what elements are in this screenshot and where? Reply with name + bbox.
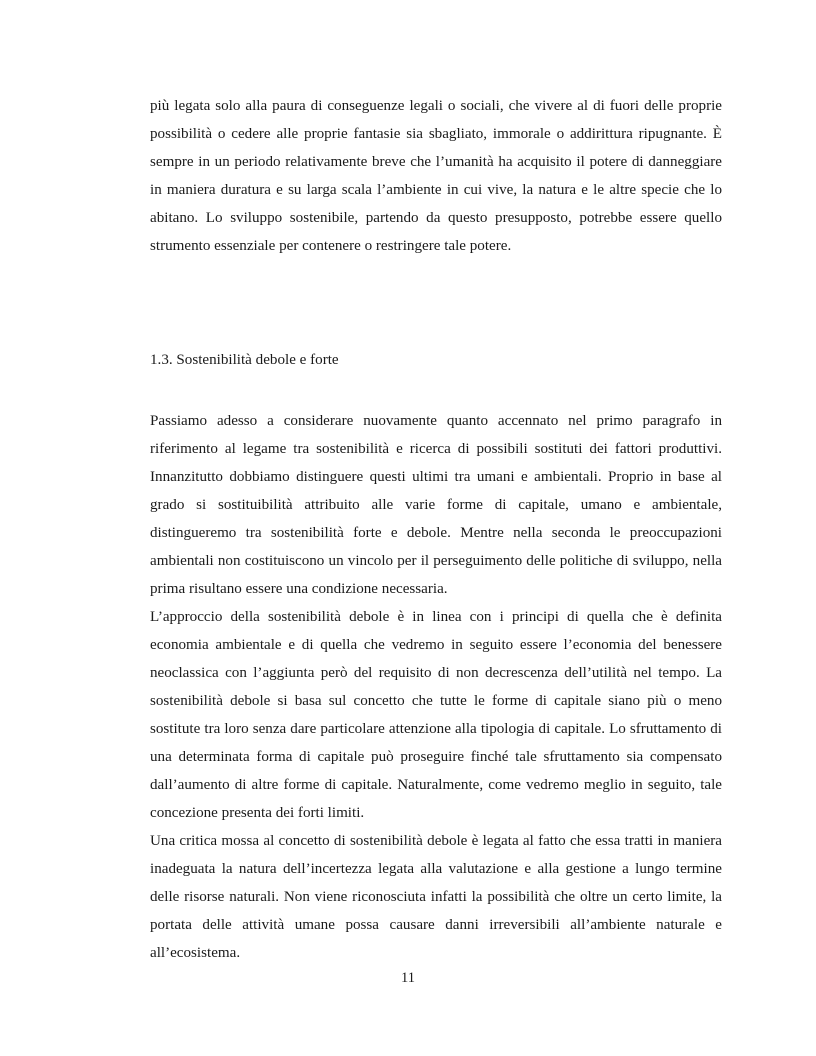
body-paragraph-continued: più legata solo alla paura di conseguenze legali o sociali, che vivere al di fuori delle proprie possibilità o cedere alle proprie fantasie sia sbagliato, immorale o addirittura ripugnante. È sempre in un periodo relativamente breve che l’umanità ha acquisito il potere di danneggiare in maniera duratura e su larga scala l’ambiente in cui vive, la natura e le altre specie che lo abitano. Lo sviluppo sostenibile, partendo da questo presupposto, potrebbe essere quello strumento essenziale per contenere o restringere tale potere. xyxy=(150,98,722,254)
section-paragraph-3: Una critica mossa al concetto di sostenibilità debole è legata al fatto che essa tratti in maniera inadeguata la natura dell’incertezza legata alla valutazione e alla gestione a lungo termine delle risorse naturali. Non viene riconosciuta infatti la possibilità che oltre un certo limite, la portata delle attività umane possa causare danni irreversibili all’ambiente naturale e all’ecosistema. xyxy=(150,833,722,961)
page-number: 11 xyxy=(401,970,415,986)
section-paragraph-2: L’approccio della sostenibilità debole è in linea con i principi di quella che è definita economia ambientale e di quella che vedremo in seguito essere l’economia del benessere neoclassica con l’aggiunta però del requisito di non decrescenza dell’utilità nel tempo. La sostenibilità debole si basa sul concetto che tutte le forme di capitale siano più o meno sostitute tra loro senza dare particolare attenzione alla tipologia di capitale. Lo sfruttamento di una determinata forma di capitale può proseguire finché tale sfruttamento sia compensato dall’aumento di altre forme di capitale. Naturalmente, come vedremo meglio in seguito, tale concezione presenta dei forti limiti. xyxy=(150,609,722,821)
page-text-block xyxy=(150,92,722,967)
heading-spacer-above xyxy=(150,260,722,346)
section-paragraph-1: Passiamo adesso a considerare nuovamente quanto accennato nel primo paragrafo in riferimento al legame tra sostenibilità e ricerca di possibili sostituti dei fattori produttivi. Innanzitutto dobbiamo distinguere questi ultimi tra umani e ambientali. Proprio in base al grado si sostituibilità attribuito alle varie forme di capitale, umano e ambientale, distingueremo tra sostenibilità forte e debole. Mentre nella seconda le preoccupazioni ambientali non costituiscono un vincolo per il perseguimento delle politiche di sviluppo, nella prima risultano essere una condizione necessaria. xyxy=(150,413,722,597)
heading-spacer-below xyxy=(150,374,722,407)
section-heading: 1.3. Sostenibilità debole e forte xyxy=(150,352,339,368)
